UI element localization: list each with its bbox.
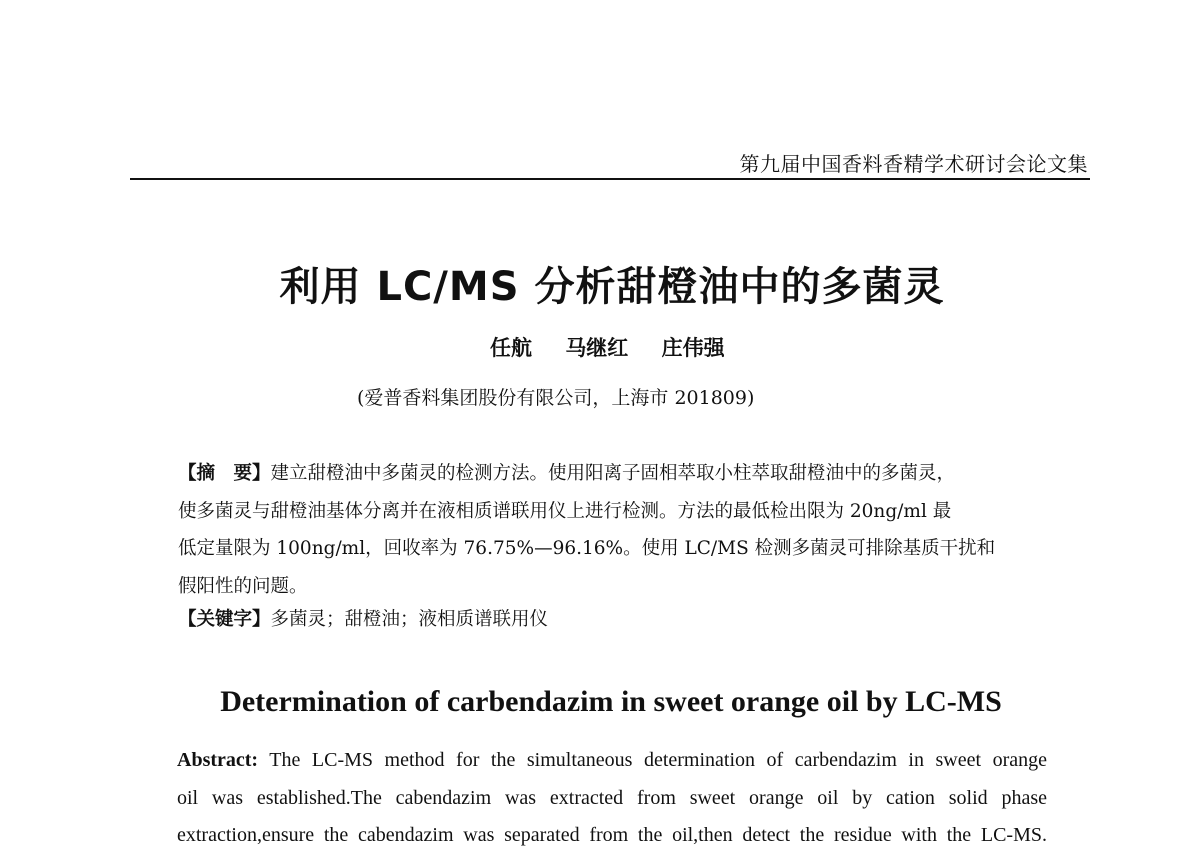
abstract-line: 低定量限为 100ng/ml，回收率为 76.75%—96.16%。使用 LC/MS 检测多菌灵可排除基质干扰和 (178, 538, 996, 559)
running-header: 第九届中国香料香精学术研讨会论文集 (739, 152, 1088, 176)
abstract-text: The LC-MS method for the simultaneous determination of carbendazim in sweet orange (269, 749, 1047, 771)
author-name: 马继红 (565, 335, 629, 360)
author-list (490, 332, 725, 362)
abstract-line: 假阳性的问题。 (178, 575, 308, 597)
abstract-line: oil was established.The cabendazim was extracted from sweet orange oil by cation solid phase (177, 786, 1047, 809)
english-title: Determination of carbendazim in sweet orange oil by LC-MS (220, 685, 1002, 718)
author-name: 任航 (490, 335, 532, 360)
header-rule (130, 178, 1090, 180)
abstract-line (178, 455, 1048, 493)
english-abstract (177, 742, 1047, 855)
abstract-line (177, 742, 1047, 780)
author-name: 庄伟强 (661, 335, 725, 360)
abstract-label: Abstract: (177, 749, 259, 771)
abstract-line: 使多菌灵与甜橙油基体分离并在液相质谱联用仪上进行检测。方法的最低检出限为 20ng/ml 最 (178, 500, 952, 522)
abstract-line: extraction,ensure the cabendazim was separated from the oil,then detect the residue with the LC-MS. (177, 824, 1047, 846)
abstract-text: 建立甜橙油中多菌灵的检测方法。使用阳离子固相萃取小柱萃取甜橙油中的多菌灵， (270, 463, 956, 484)
affiliation: (爱普香料集团股份有限公司，上海市 201809) (357, 387, 755, 409)
abstract-label: 【摘 要】 (178, 463, 271, 484)
keywords-label: 【关键字】 (178, 609, 271, 630)
keywords-text: 多菌灵；甜橙油；液相质谱联用仪 (270, 609, 549, 630)
chinese-title: 利用 LC/MS 分析甜橙油中的多菌灵 (279, 264, 945, 310)
chinese-keywords (178, 605, 548, 631)
chinese-abstract (178, 455, 1048, 605)
